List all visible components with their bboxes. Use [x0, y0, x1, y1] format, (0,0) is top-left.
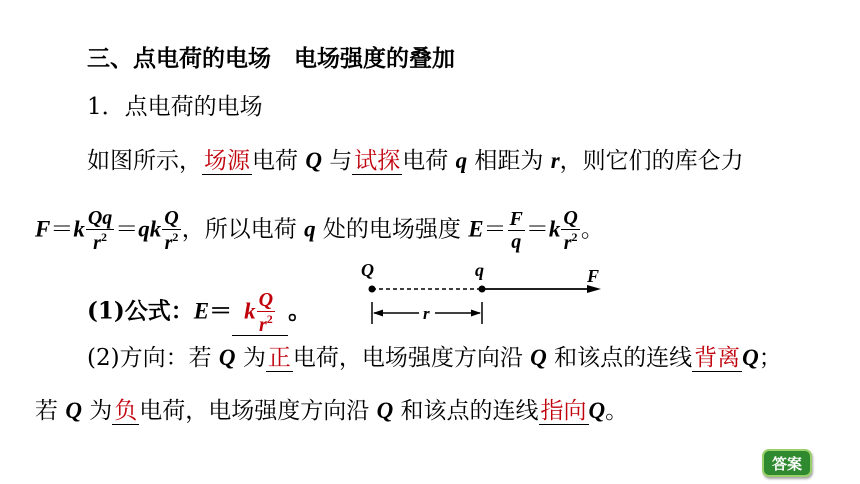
var-F: F: [35, 216, 51, 242]
arrowhead: [471, 310, 481, 317]
text: 相距为: [467, 148, 551, 174]
label-Q: Q: [361, 260, 374, 280]
var-Q: Q: [742, 345, 759, 370]
arrowhead: [587, 285, 601, 293]
text: 。: [288, 297, 312, 325]
formula-label: (1)公式：: [87, 297, 194, 325]
subsection-title: 1．点电荷的电场: [87, 94, 263, 120]
text: 电荷，电场强度方向沿: [292, 345, 531, 371]
numerator: Q: [258, 289, 274, 311]
fraction-F-over-q: [508, 209, 525, 252]
answer-blank-source: 场源: [204, 148, 250, 174]
denominator: $r^2$: [93, 230, 107, 254]
fraction-Q-over-r2: [561, 208, 579, 253]
denominator: $r^2$: [563, 230, 578, 254]
text: 与: [321, 148, 353, 174]
numerator: Qq: [87, 207, 113, 229]
var-r: r: [550, 148, 560, 173]
answer-blank-positive: 正: [267, 345, 291, 371]
var-k: k: [244, 298, 256, 324]
text: 为: [81, 398, 113, 424]
text: ；: [758, 345, 782, 371]
equals: ＝: [483, 216, 507, 243]
text: 。: [605, 398, 629, 424]
var-k: k: [548, 216, 561, 242]
paragraph-coulomb: [87, 146, 744, 176]
answer-button[interactable]: 答案: [762, 449, 812, 477]
answer-blank-away: 背离: [694, 345, 741, 371]
text: (2)方向：若: [87, 345, 219, 371]
text: 电荷: [402, 148, 456, 174]
numerator: F: [509, 208, 523, 230]
point-charge-Q: [369, 286, 376, 293]
equals: ＝: [115, 216, 139, 243]
equals: ＝: [209, 297, 233, 325]
charge-diagram: [355, 258, 615, 330]
text: 处的电场强度: [315, 216, 469, 243]
answer-blank-formula: [232, 290, 288, 336]
text: 如图所示，: [87, 148, 202, 174]
var-E: E: [193, 298, 210, 324]
fraction-Qq-over-r2: [86, 208, 114, 253]
var-Q: Q: [376, 398, 394, 423]
answer-blank-test: 试探: [354, 148, 401, 174]
equals: ＝: [50, 216, 74, 243]
point-charge-q: [479, 286, 486, 293]
var-Q: Q: [305, 148, 322, 173]
var-k: k: [73, 216, 85, 242]
text: 电荷，电场强度方向沿: [139, 398, 377, 424]
text: 。: [580, 216, 604, 243]
direction-negative: [35, 396, 628, 426]
var-q: q: [455, 148, 468, 173]
numerator: Q: [563, 207, 578, 229]
var-Q: Q: [65, 398, 82, 423]
var-Q: Q: [588, 398, 606, 423]
fraction-Q-over-r2: [162, 208, 180, 253]
var-Q: Q: [530, 345, 547, 370]
section-heading: 三、点电荷的电场 电场强度的叠加: [87, 45, 455, 72]
label-F: F: [587, 266, 600, 286]
text: ，所以电荷: [181, 216, 305, 243]
formula-line: [87, 290, 311, 336]
arrowhead: [373, 310, 383, 317]
var-E: E: [468, 216, 484, 242]
var-q: q: [304, 216, 316, 242]
text: 和该点的连线: [546, 345, 693, 371]
label-r: r: [423, 304, 430, 323]
text: 若: [35, 398, 66, 424]
answer-blank-toward: 指向: [540, 398, 587, 424]
denominator: q: [511, 231, 522, 253]
label-q: q: [475, 260, 484, 280]
var-qk: qk: [138, 216, 162, 242]
direction-positive: [87, 343, 782, 373]
numerator: Q: [164, 207, 179, 229]
var-Q: Q: [218, 345, 236, 370]
equals: ＝: [525, 216, 549, 243]
text: ，则它们的库仑力: [559, 148, 744, 174]
text: 电荷: [252, 148, 306, 174]
denominator: $r^2$: [164, 230, 179, 254]
fraction-Q-over-r2: [257, 290, 275, 335]
denominator: $r^2$: [258, 312, 273, 336]
text: 为: [235, 345, 266, 371]
equation-line: [35, 208, 604, 253]
text: 和该点的连线: [393, 398, 539, 424]
answer-blank-negative: 负: [114, 398, 138, 424]
